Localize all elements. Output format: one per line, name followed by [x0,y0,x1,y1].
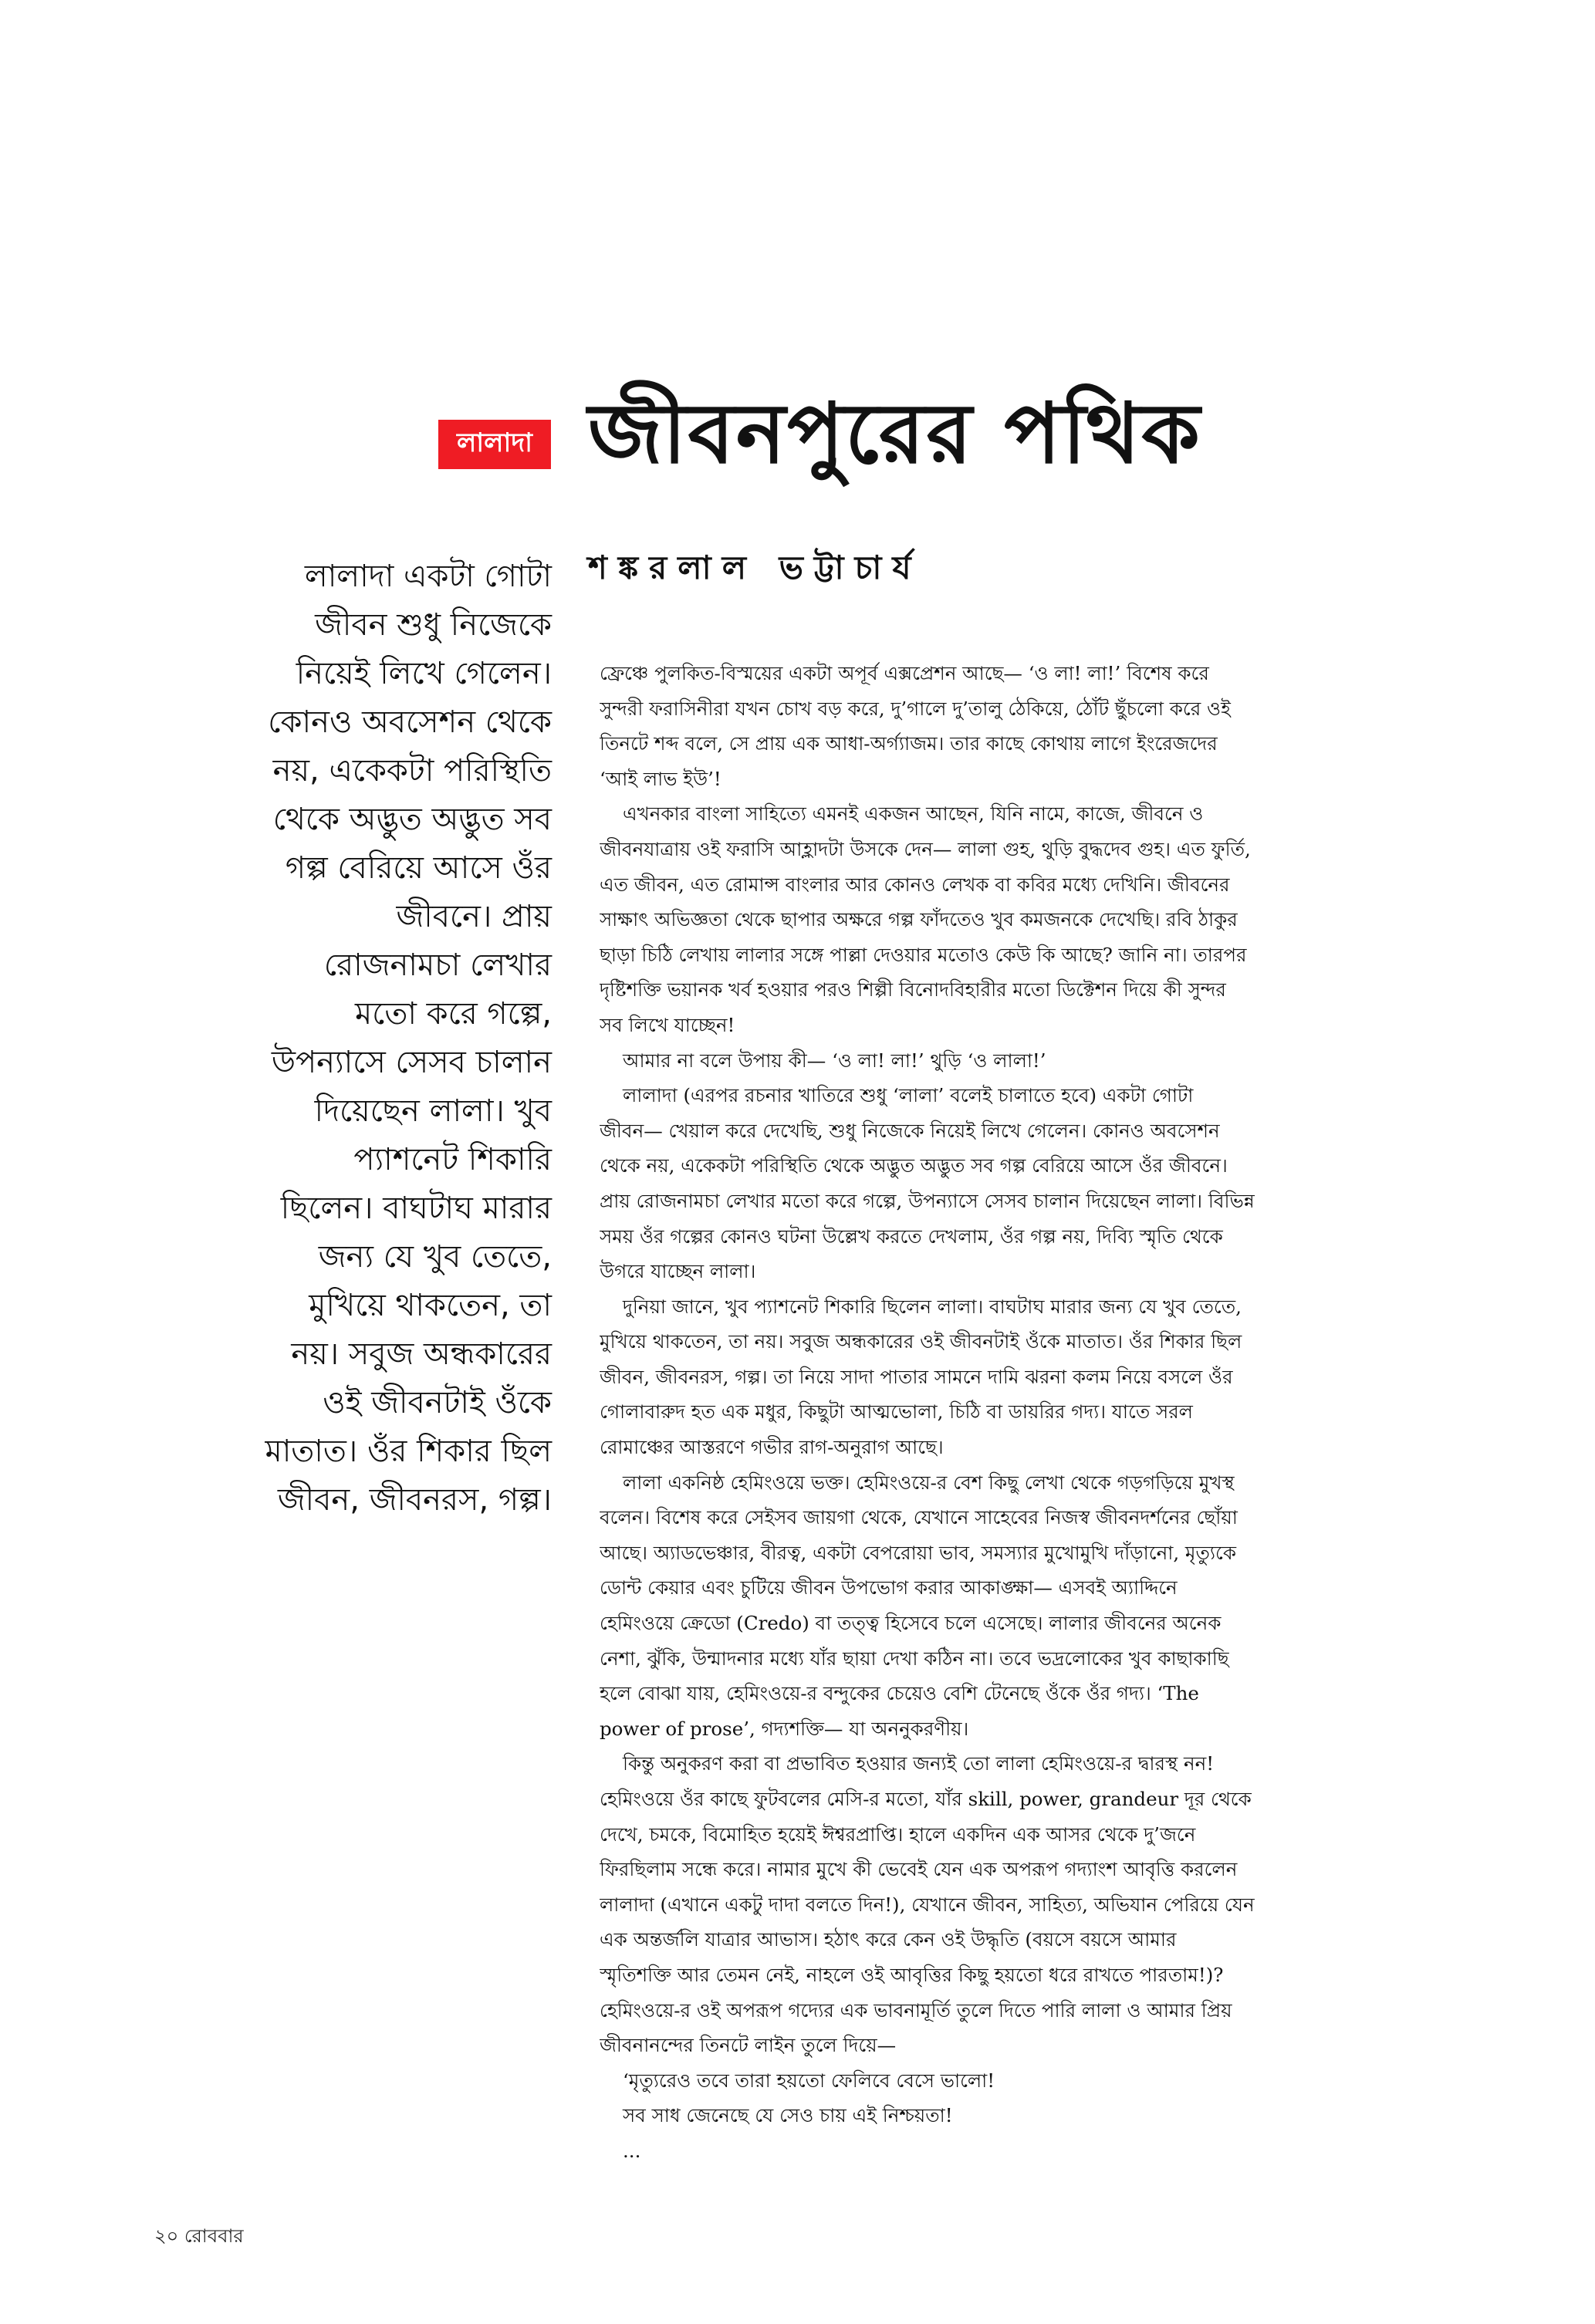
pull-quote-line: মতো করে গল্পে, [355,996,552,1032]
article-line: জীবন— খেয়াল করে দেখেছি, শুধু নিজেকে নিয়েই লিখে গেলেন। কোনও অবসেশন [600,1119,1220,1142]
article-line: জীবনানন্দের তিনটে লাইন তুলে দিয়ে— [600,2034,897,2057]
article-line: আমার না বলে উপায় কী— ‘ও লা! লা!’ থুড়ি ‘ও লালা!’ [623,1049,1046,1072]
section-tag: লালাদা [438,420,551,469]
article-line: উগরে যাচ্ছেন লালা। [600,1260,756,1283]
article-line: জীবনযাত্রায় ওই ফরাসি আহ্লাদটা উসকে দেন— লালা গুহ, থুড়ি বুদ্ধদেব গুহ। এত ফুর্তি, [600,837,1251,860]
article-line: এখনকার বাংলা সাহিত্যে এমনই একজন আছেন, যিনি নামে, কাজে, জীবনে ও [623,802,1204,826]
pull-quote-line: নয়, একেকটা পরিস্থিতি [272,753,552,789]
article-line: ফিরছিলাম সন্ধে করে। নামার মুখে কী ভেবেই যেন এক অপরূপ গদ্যাংশ আবৃত্তি করলেন [600,1858,1238,1881]
article-line: তিনটে শব্দ বলে, সে প্রায় এক আধা-অর্গ্যাজম। তার কাছে কোথায় লাগে ইংরেজদের [600,732,1218,755]
article-line: লালা একনিষ্ঠ হেমিংওয়ে ভক্ত। হেমিংওয়ে-র বেশ কিছু লেখা থেকে গড়গড়িয়ে মুখস্থ [623,1471,1235,1494]
article-line: প্রায় রোজনামচা লেখার মতো করে গল্পে, উপন্যাসে সেসব চালান দিয়েছেন লালা। বিভিন্ন [600,1189,1255,1212]
article-line: সুন্দরী ফরাসিনীরা যখন চোখ বড় করে, দু’গালে দু’তালু ঠেকিয়ে, ঠোঁট ছুঁচলো করে ওই [600,697,1231,720]
pull-quote-line: মাতাত। ওঁর শিকার ছিল [265,1434,552,1469]
article-line: স্মৃতিশক্তি আর তেমন নেই, নাহলে ওই আবৃত্তির কিছু হয়তো ধরে রাখতে পারতাম!)? [600,1963,1224,1986]
pull-quote-line: নয়। সবুজ অন্ধকারের [291,1336,552,1372]
pull-quote-line: ছিলেন। বাঘটাঘ মারার [280,1191,552,1226]
pull-quote [139,552,552,1710]
article-line: দুনিয়া জানে, খুব প্যাশনেট শিকারি ছিলেন লালা। বাঘটাঘ মারার জন্য যে খুব তেতে, [623,1295,1242,1318]
pull-quote-line: ওই জীবনটাই ওঁকে [323,1385,552,1420]
pull-quote-line: নিয়েই লিখে গেলেন। [296,656,552,691]
article-line: power of prose’, গদ্যশক্তি— যা অননুকরণীয়। [600,1717,969,1740]
article-line: গোলাবারুদ হত এক মধুর, কিছুটা আত্মভোলা, চিঠি বা ডায়রির গদ্য। যাতে সরল [600,1400,1193,1424]
article-line: রোমাঞ্চের আস্তরণে গভীর রাগ-অনুরাগ আছে। [600,1436,944,1459]
article-line: এত জীবন, এত রোমান্স বাংলার আর কোনও লেখক বা কবির মধ্যে দেখিনি। জীবনের [600,873,1230,896]
article-line: হেমিংওয়ে ক্রেডো (Credo) বা তত্ত্ব হিসেবে চলে এসেছে। লালার জীবনের অনেক [600,1612,1222,1635]
article-line: ‘মৃত্যুরেও তবে তারা হয়তো ফেলিবে বেসে ভালো! [623,2069,995,2092]
article-line: ‘আই লাভ ইউ’! [600,767,721,790]
article-line: জীবন, জীবনরস, গল্প। তা নিয়ে সাদা পাতার সামনে দামি ঝরনা কলম নিয়ে বসলে ওঁর [600,1365,1233,1388]
article-line: হেমিংওয়ে ওঁর কাছে ফুটবলের মেসি-র মতো, যাঁর skill, power, grandeur দূর থেকে [600,1788,1252,1810]
article-line: মুখিয়ে থাকতেন, তা নয়। সবুজ অন্ধকারের ওই জীবনটাই ওঁকে মাতাত। ওঁর শিকার ছিল [600,1330,1242,1353]
article-line: ... [623,2139,641,2162]
author-byline: শঙ্করলাল ভট্টাচার্য [588,549,922,586]
pull-quote-line: গল্প বেরিয়ে আসে ওঁর [285,850,552,886]
article-line: থেকে নয়, একেকটা পরিস্থিতি থেকে অদ্ভুত অদ্ভুত সব গল্প বেরিয়ে আসে ওঁর জীবনে। [600,1154,1228,1177]
pull-quote-line: জন্য যে খুব তেতে, [318,1239,552,1275]
article-line: ফ্রেঞ্চে পুলকিত-বিস্ময়ের একটা অপূর্ব এক্সপ্রেশন আছে— ‘ও লা! লা!’ বিশেষ করে [600,662,1209,684]
article-line: সব সাধ জেনেছে যে সেও চায় এই নিশ্চয়তা! [623,2104,953,2127]
pull-quote-line: রোজনামচা লেখার [323,948,552,983]
pull-quote-line: কোনও অবসেশন থেকে [268,704,552,740]
article-line: আছে। অ্যাডভেঞ্চার, বীরত্ব, একটা বেপরোয়া ভাব, সমস্যার মুখোমুখি দাঁড়ানো, মৃত্যুকে [600,1541,1236,1564]
article-title: জীবনপুরের পথিক [588,386,1201,482]
article-line: ছাড়া চিঠি লেখায় লালার সঙ্গে পাল্লা দেওয়ার মতোও কেউ কি আছে? জানি না। তারপর [600,943,1247,966]
article-line: নেশা, ঝুঁকি, উন্মাদনার মধ্যে যাঁর ছায়া দেখা কঠিন না। তবে ভদ্রলোকের খুব কাছাকাছি [600,1647,1229,1670]
article-line: লালাদা (এরপর রচনার খাতিরে শুধু ‘লালা’ বলেই চালাতে হবে) একটা গোটা [623,1084,1194,1107]
article-line: দৃষ্টিশক্তি ভয়ানক খর্ব হওয়ার পরও শিল্পী বিনোদবিহারীর মতো ডিক্টেশন দিয়ে কী সুন্দর [600,978,1226,1002]
article-line: এক অন্তর্জলি যাত্রার আভাস। হঠাৎ করে কেন ওই উদ্ধৃতি (বয়সে বয়সে আমার [600,1928,1177,1951]
article-line: ডোন্ট কেয়ার এবং চুটিয়ে জীবন উপভোগ করার আকাঙ্ক্ষা— এসবই অ্যাদ্দিনে [600,1576,1178,1599]
article-line: সব লিখে যাচ্ছেন! [600,1013,735,1036]
article-line: বলেন। বিশেষ করে সেইসব জায়গা থেকে, যেখানে সাহেবের নিজস্ব জীবনদর্শনের ছোঁয়া [600,1506,1238,1529]
article-line: সময় ওঁর গল্পের কোনও ঘটনা উল্লেখ করতে দেখলাম, ওঁর গল্প নয়, দিব্যি স্মৃতি থেকে [600,1224,1223,1248]
article-line: হেমিংওয়ে-র ওই অপরূপ গদ্যের এক ভাবনামূর্তি তুলে দিতে পারি লালা ও আমার প্রিয় [600,1998,1232,2022]
article-line: কিন্তু অনুকরণ করা বা প্রভাবিত হওয়ার জন্যই তো লালা হেমিংওয়ে-র দ্বারস্থ নন! [623,1752,1215,1775]
pull-quote-line: জীবনে। প্রায় [396,899,552,934]
article-line: হলে বোঝা যায়, হেমিংওয়ে-র বন্দুকের চেয়েও বেশি টেনেছে ওঁকে ওঁর গদ্য। ‘The [600,1682,1199,1705]
pull-quote-line: দিয়েছেন লালা। খুব [314,1093,552,1129]
page-footer: ২০ রোববার [154,2225,244,2247]
article-line: লালাদা (এখানে একটু দাদা বলতে দিন!), যেখানে জীবন, সাহিত্য, অভিযান পেরিয়ে যেন [600,1893,1255,1916]
article-body [600,656,1422,2199]
article-line: দেখে, চমকে, বিমোহিত হয়েই ঈশ্বরপ্রাপ্তি। হালে একদিন এক আসর থেকে দু’জনে [600,1822,1196,1846]
pull-quote-line: জীবন, জীবনরস, গল্প। [277,1482,552,1518]
pull-quote-line: প্যাশনেট শিকারি [353,1142,552,1177]
pull-quote-line: উপন্যাসে সেসব চালান [271,1045,552,1080]
pull-quote-line: থেকে অদ্ভুত অদ্ভুত সব [272,802,552,837]
pull-quote-line: মুখিয়ে থাকতেন, তা [309,1288,552,1323]
pull-quote-line: জীবন শুধু নিজেকে [315,607,552,643]
pull-quote-line: লালাদা একটা গোটা [304,559,552,594]
article-line: সাক্ষাৎ অভিজ্ঞতা থেকে ছাপার অক্ষরে গল্প ফাঁদতেও খুব কমজনকে দেখেছি। রবি ঠাকুর [600,908,1238,931]
